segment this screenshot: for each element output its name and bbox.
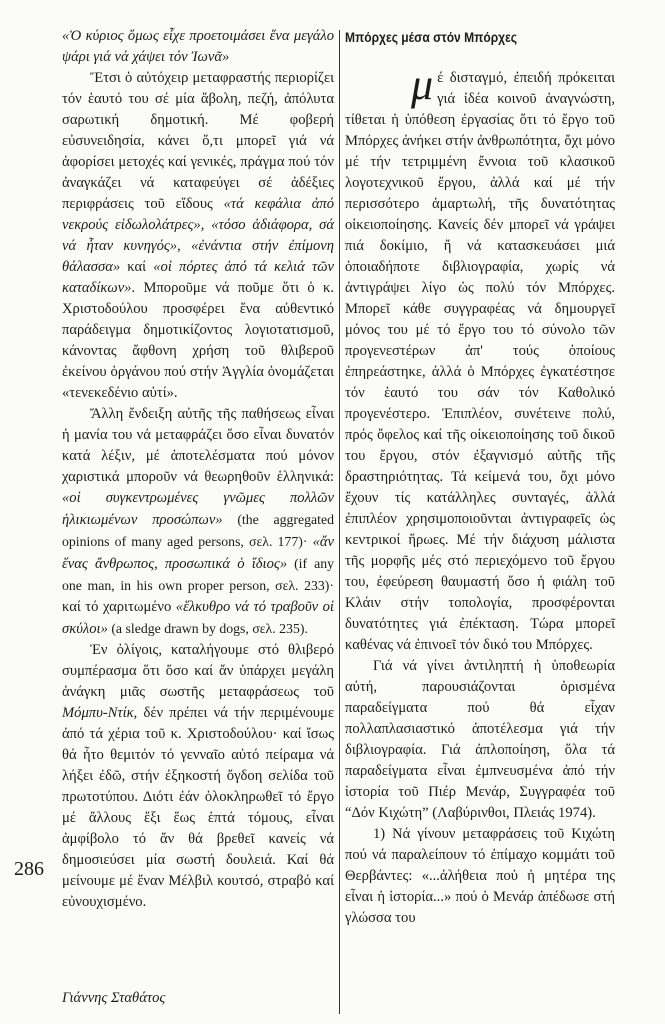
quoted-phrase: «ἕλκυθρο νά τό τραβοῦν οἱ σκύλοι» xyxy=(62,599,334,637)
quoted-phrase: «οἱ πόρτες ἀπό τά κελιά τῶν καταδίκων» xyxy=(62,259,334,296)
paragraph-text: έ δισταγμό, ἐπειδή πρόκειται γιά ἰδέα κοινοῦ ἀναγνώστη, τίθεται ἡ ὑπόθεση ἐργασίας ὅτι τό ἔργο τοῦ Μπόρχες ἀνήκει στήν ἀνθρωπότητα, ὄχι μόνο μέ τήν τετριμμένη ἔννοια τοῦ κλασικοῦ λογοτεχνικοῦ ἔργου, ἀλλά καί μέ τήν περισσότερο ἁμαρτωλή, τῆς δυνατότητας οἰκειοποίησης. Κανείς δέν μπορεῖ νά γράψει πιά δοκίμιο, ἤ νά κατασκευάσει μιά ὁποιαδήποτε διβλιογραφία, χωρίς νά ἀντιγράψει λίγο ὡς πολύ τόν Μπόρχες. Μπορεῖ κάθε συγγραφέας νά δημουργεῖ μόνος του μέ τό ἔργο του τό σύνολο τῶν προγενεστέρων ἀπ' τούς ὁποίους ἐπηρεάστηκε, ἀλλά ὁ Μπόρχες ἐγκατέστησε τόν ἑαυτό του σάν τόν Καθολικό προγενέστερο. Ἐπιπλέον, συνέτεινε πολύ, πρός ὄφελος καί τῆς οἰκειοποίησης τοῦ δικοῦ του ἔργου, στόν ἐξαγνισμό αὐτῆς τῆς δραστηριότητας. Τά κείμενά του, ὄχι μόνο ἔχουν τίς κατάλληλες συνταγές, ἀλλά ἐπιπλέον χρησιμοποιοῦνται ἀντιγραφεῖς ὡς κεντρικοί ἥρωες. Μέ τήν διάχυση μάλιστα τῆς μορφῆς μές στό περιεχόμενο τοῦ ἔργου του, ἐφεύρεση θαυμαστή ὅσο ἡ φιάλη τοῦ Κλάιν στήν τοπολογία, προσφέρονται δυνατότητες γιά ἐπέκταση. Τώρα μπορεῖ καθένας νά ἐπινοεῖ τόν δικό του Μπόρχες. xyxy=(345,70,615,653)
opening-quote: «Ὁ κύριος ὅμως εἶχε προετοιμάσει ἕνα μεγάλο ψάρι γιά νά χάψει τόν Ἰωνᾶ» xyxy=(62,28,334,65)
book-title: Μόμπυ-Ντίκ xyxy=(62,705,134,721)
left-paragraph-2 xyxy=(62,404,334,640)
right-paragraph-3: 1) Νά γίνουν μεταφράσεις τοῦ Κιχώτη πού νά παραλείπουν τό ἐπίμαχο κομμάτι τοῦ Θερβάντες: «...ἀλήθεια ποὐ ἡ μητέρα της εἶναι ἡ ἱστορία...» πού ὁ Μενάρ ἀπέδωσε στή γλώσσα του xyxy=(345,826,615,926)
right-column xyxy=(345,26,615,929)
separator: καί xyxy=(120,259,154,275)
quoted-phrase: «ἐνάντια στήν ἐπίμονη θάλασσα» xyxy=(62,238,334,275)
left-column xyxy=(62,26,334,913)
right-paragraph-1 xyxy=(345,60,615,656)
english-original: (a sledge drawn by dogs, σελ. 235). xyxy=(107,621,308,636)
paragraph-text: Ἄλλη ἔνδειξη αὐτῆς τῆς παθήσεως εἶναι ἡ μανία του νά μεταφράζει ὅσο εἶναι δυνατόν κατά λέξιν, μέ ἀποτελέσματα πού μόνον χαριστικά μποροῦν νά θεωρηθοῦν ἑλληνικά: xyxy=(62,406,334,485)
right-paragraph-2: Γιά νά γίνει ἀντιληπτή ἡ ὑποθεωρία αὐτή, παρουσιάζονται ὁρισμένα παραδείγματα πού θά εἶχαν πολλαπλασιαστικό ἀποτέλεσμα γιά τήν διβλιογραφία. Γιά ἀπλοποίηση, ὅλα τά παραδείγματα εἶναι ἐμπνευσμένα ἀπό τήν ἱστορία τοῦ Πιέρ Μενάρ, Συγγραφέα τοῦ “Δόν Κιχώτη” (Λαβύρινθοι, Πλειάς 1974). xyxy=(345,658,615,821)
paragraph-text: Ἔτσι ὁ αὐτόχειρ μεταφραστής περιορίζει τόν ἑαυτό του σέ μία ἄβολη, πεζή, ἀπόλυτα σαρωτική δημοτική. Μέ φοβερή εὐσυνειδησία, κάνει ὅ,τι μπορεῖ γιά νά ἀφορίσει μετοχές καί γενικές, πράγμα πού τόν ἀναγκάζει νά καταφεύγει σέ ἀδέξιες περιφράσεις τοῦ εἴδους xyxy=(62,70,334,212)
page-number: 286 xyxy=(14,858,44,880)
drop-cap: μ xyxy=(411,60,434,109)
quoted-phrase: «τά κεφάλια ἀπό νεκρούς εἰδωλολάτρες» xyxy=(62,196,334,233)
author-signature: Γιάννης Σταθάτος xyxy=(62,990,166,1006)
english-original: (the aggregated opinions of many aged persons, σελ. 177)· xyxy=(62,512,334,549)
separator: , xyxy=(177,238,192,254)
paragraph-text: , δέν πρέπει νά τήν περιμένουμε ἀπό τά χέρια τοῦ κ. Χριστοδούλου· καί ἴσως θά ἦτο θεμιτόν τό γενναῖο αὐτό πείραμα νά λήξει ἐδῶ, στήν ἐξηκοστή ὄγδοη σελίδα τοῦ πρωτοτύπου. Διότι ἐάν ὁλοκληρωθεῖ τό ἔργο μέ ἄλλους ἕξι ἕως ἑπτά τόμους, εἶναι ἀμφίβολο τό ἄν θά βρεθεῖ κανείς νά δημοσιεύσει μία σωστή δουλειά. Καί θά μείνουμε μέ ἕναν Μέλβιλ κουτσό, στραβό καί εὐνουχισμένο. xyxy=(62,705,334,910)
quoted-phrase: «οἱ συγκεντρωμένες γνῶμες πολλῶν ἡλικιωμένων προσώπων» xyxy=(62,490,334,528)
paragraph-text: . Μποροῦμε νά ποῦμε ὅτι ὁ κ. Χριστοδούλου προσφέρει ἕνα αὐθεντικό παράδειγμα δημοτικίζοντος λογιοτατισμοῦ, κάνοντας ἄφθονη χρήση τοῦ θλιβεροῦ ἐκείνου ὀργάνου πού στήν Ἀγγλία ὀνομάζεται «τενεκεδένιο αὐτί». xyxy=(62,280,334,401)
left-paragraph-3 xyxy=(62,640,334,913)
paragraph-text: καί τό χαριτωμένο xyxy=(62,599,176,615)
left-paragraph-1 xyxy=(62,68,334,404)
separator: , xyxy=(200,217,212,233)
quoted-phrase: «τόσο ἀδιάφορα, σά νά ἦταν κυνηγός» xyxy=(62,217,335,254)
column-divider xyxy=(339,30,340,1014)
section-heading: Μπόρχες μέσα στόν Μπόρχες xyxy=(345,29,518,45)
paragraph-text: Ἐν ὀλίγοις, καταλήγουμε στό θλιβερό συμπέρασμα ὅτι ὅσο καί ἄν ὑπάρχει μεγάλη ἀνάγκη μιᾶς σωστῆς μεταφράσεως τοῦ xyxy=(62,642,334,700)
quoted-phrase: «ἄν ἕνας ἄνθρωπος, προσωπικά ὁ ἴδιος» xyxy=(62,534,334,572)
english-original: (if any one man, in his own proper person, σελ. 233)· xyxy=(62,556,335,593)
